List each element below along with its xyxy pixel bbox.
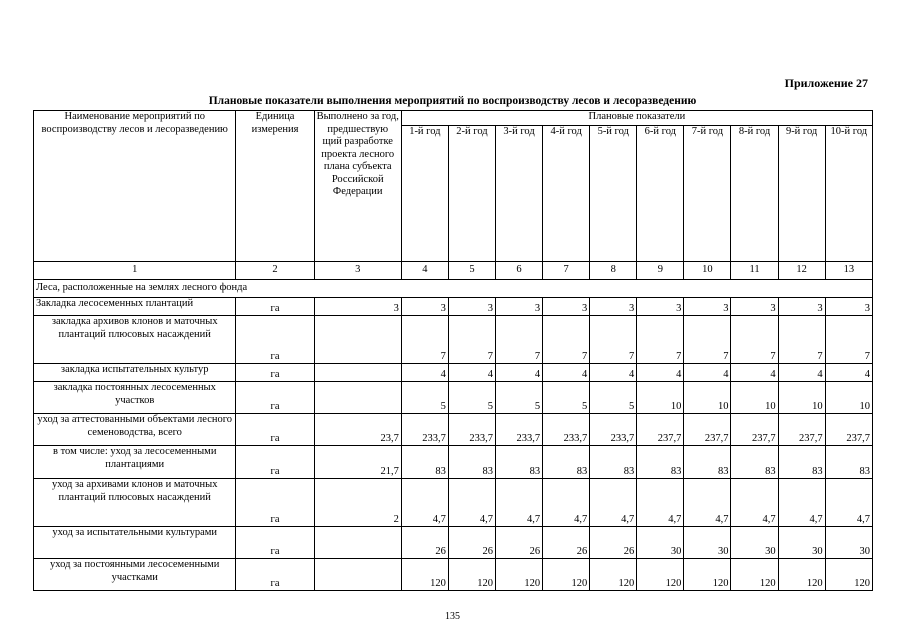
row-value: 26 [496, 527, 543, 559]
row-value: 4 [448, 364, 495, 382]
row-value: 10 [731, 382, 778, 414]
row-value: 120 [825, 559, 872, 591]
header-year: 4-й год [543, 126, 590, 262]
row-value: 30 [731, 527, 778, 559]
row-unit: га [236, 559, 314, 591]
row-value: 237,7 [684, 414, 731, 446]
column-number: 1 [34, 262, 236, 280]
row-value: 5 [401, 382, 448, 414]
table-row [34, 382, 873, 414]
row-value: 237,7 [731, 414, 778, 446]
row-value: 10 [637, 382, 684, 414]
row-value: 3 [778, 298, 825, 316]
header-year: 3-й год [496, 126, 543, 262]
row-value: 237,7 [778, 414, 825, 446]
table-row [34, 316, 873, 364]
row-done [314, 364, 401, 382]
row-value: 4 [684, 364, 731, 382]
row-value: 26 [448, 527, 495, 559]
row-value: 83 [543, 446, 590, 479]
row-value: 233,7 [401, 414, 448, 446]
row-value: 4,7 [731, 479, 778, 527]
column-number: 4 [401, 262, 448, 280]
row-unit: га [236, 298, 314, 316]
row-value: 4 [496, 364, 543, 382]
row-value: 5 [543, 382, 590, 414]
row-done [314, 559, 401, 591]
row-value: 3 [637, 298, 684, 316]
table-row [34, 479, 873, 527]
column-number: 8 [590, 262, 637, 280]
header-year: 5-й год [590, 126, 637, 262]
row-unit: га [236, 414, 314, 446]
row-unit: га [236, 364, 314, 382]
row-value: 3 [684, 298, 731, 316]
row-value: 5 [590, 382, 637, 414]
row-value: 83 [590, 446, 637, 479]
section-label: Леса, расположенные на землях лесного фонда [34, 280, 873, 298]
table-title: Плановые показатели выполнения мероприятий по воспроизводству лесов и лесоразведению [208, 95, 697, 107]
row-name: закладка испытательных культур [34, 364, 236, 382]
row-unit: га [236, 446, 314, 479]
header-name: Наименование мероприятий по воспроизводству лесов и лесоразведению [34, 111, 236, 262]
row-value: 5 [448, 382, 495, 414]
row-value: 120 [684, 559, 731, 591]
row-value: 3 [731, 298, 778, 316]
row-value: 120 [496, 559, 543, 591]
row-value: 83 [448, 446, 495, 479]
row-value: 4 [543, 364, 590, 382]
row-value: 7 [401, 316, 448, 364]
column-number: 10 [684, 262, 731, 280]
column-number-row [34, 262, 873, 280]
row-value: 3 [496, 298, 543, 316]
row-name: уход за аттестованными объектами лесного семеноводства, всего [34, 414, 236, 446]
row-value: 7 [778, 316, 825, 364]
row-value: 237,7 [825, 414, 872, 446]
row-value: 120 [637, 559, 684, 591]
column-number: 6 [496, 262, 543, 280]
row-name: Закладка лесосеменных плантаций [34, 298, 236, 316]
row-value: 10 [684, 382, 731, 414]
row-value: 30 [778, 527, 825, 559]
row-value: 7 [590, 316, 637, 364]
header-year: 8-й год [731, 126, 778, 262]
row-value: 26 [590, 527, 637, 559]
row-value: 233,7 [496, 414, 543, 446]
row-value: 7 [731, 316, 778, 364]
header-year: 7-й год [684, 126, 731, 262]
row-name: уход за постоянными лесосеменными участками [34, 559, 236, 591]
row-value: 4 [731, 364, 778, 382]
table-row [34, 298, 873, 316]
table-row [34, 446, 873, 479]
row-value: 4,7 [825, 479, 872, 527]
row-value: 83 [496, 446, 543, 479]
row-value: 4,7 [543, 479, 590, 527]
row-value: 4 [778, 364, 825, 382]
row-unit: га [236, 527, 314, 559]
column-number: 11 [731, 262, 778, 280]
row-value: 120 [731, 559, 778, 591]
column-number: 5 [448, 262, 495, 280]
page-number: 135 [445, 611, 460, 622]
row-done: 2 [314, 479, 401, 527]
header-year: 9-й год [778, 126, 825, 262]
row-done: 21,7 [314, 446, 401, 479]
row-value: 3 [401, 298, 448, 316]
row-unit: га [236, 316, 314, 364]
row-value: 233,7 [543, 414, 590, 446]
row-value: 4 [590, 364, 637, 382]
row-done [314, 316, 401, 364]
header-unit: Единица измерения [236, 111, 314, 262]
row-value: 233,7 [590, 414, 637, 446]
row-value: 10 [825, 382, 872, 414]
row-value: 4 [637, 364, 684, 382]
row-value: 233,7 [448, 414, 495, 446]
header-year: 10-й год [825, 126, 872, 262]
row-value: 83 [778, 446, 825, 479]
column-number: 13 [825, 262, 872, 280]
header-year: 1-й год [401, 126, 448, 262]
row-name: в том числе: уход за лесосеменными плантациями [34, 446, 236, 479]
row-value: 26 [543, 527, 590, 559]
row-value: 30 [825, 527, 872, 559]
row-value: 237,7 [637, 414, 684, 446]
row-value: 83 [401, 446, 448, 479]
header-done: Выполнено за год, предшествую щий разработке проекта лесного плана субъекта Российской Федерации [314, 111, 401, 262]
row-value: 120 [590, 559, 637, 591]
row-value: 30 [637, 527, 684, 559]
table-row [34, 527, 873, 559]
row-done: 3 [314, 298, 401, 316]
row-value: 83 [731, 446, 778, 479]
row-value: 120 [448, 559, 495, 591]
row-name: уход за архивами клонов и маточных плантаций плюсовых насаждений [34, 479, 236, 527]
column-number: 2 [236, 262, 314, 280]
row-done [314, 382, 401, 414]
row-value: 5 [496, 382, 543, 414]
row-value: 10 [778, 382, 825, 414]
section-row [34, 280, 873, 298]
row-value: 7 [496, 316, 543, 364]
row-value: 3 [448, 298, 495, 316]
row-value: 4 [401, 364, 448, 382]
row-value: 3 [825, 298, 872, 316]
row-done [314, 527, 401, 559]
table-row [34, 364, 873, 382]
row-value: 4,7 [684, 479, 731, 527]
column-number: 7 [543, 262, 590, 280]
row-value: 7 [543, 316, 590, 364]
header-year: 6-й год [637, 126, 684, 262]
row-value: 83 [637, 446, 684, 479]
table-row [34, 414, 873, 446]
row-value: 7 [637, 316, 684, 364]
row-value: 120 [778, 559, 825, 591]
row-value: 4 [825, 364, 872, 382]
row-value: 120 [543, 559, 590, 591]
row-value: 3 [543, 298, 590, 316]
row-value: 83 [684, 446, 731, 479]
header-year: 2-й год [448, 126, 495, 262]
row-done: 23,7 [314, 414, 401, 446]
row-unit: га [236, 382, 314, 414]
row-value: 4,7 [401, 479, 448, 527]
row-value: 26 [401, 527, 448, 559]
row-value: 83 [825, 446, 872, 479]
row-name: закладка архивов клонов и маточных плантаций плюсовых насаждений [34, 316, 236, 364]
row-name: закладка постоянных лесосеменных участков [34, 382, 236, 414]
plan-table [33, 110, 873, 591]
column-number: 12 [778, 262, 825, 280]
row-value: 7 [448, 316, 495, 364]
header-planned: Плановые показатели [401, 111, 872, 126]
column-number: 9 [637, 262, 684, 280]
column-number: 3 [314, 262, 401, 280]
row-value: 4,7 [496, 479, 543, 527]
row-value: 7 [684, 316, 731, 364]
row-value: 30 [684, 527, 731, 559]
row-value: 7 [825, 316, 872, 364]
row-name: уход за испытательными культурами [34, 527, 236, 559]
row-value: 4,7 [637, 479, 684, 527]
row-value: 4,7 [590, 479, 637, 527]
table-row [34, 559, 873, 591]
row-value: 120 [401, 559, 448, 591]
row-unit: га [236, 479, 314, 527]
appendix-label: Приложение 27 [784, 76, 868, 90]
row-value: 3 [590, 298, 637, 316]
row-value: 4,7 [448, 479, 495, 527]
row-value: 4,7 [778, 479, 825, 527]
